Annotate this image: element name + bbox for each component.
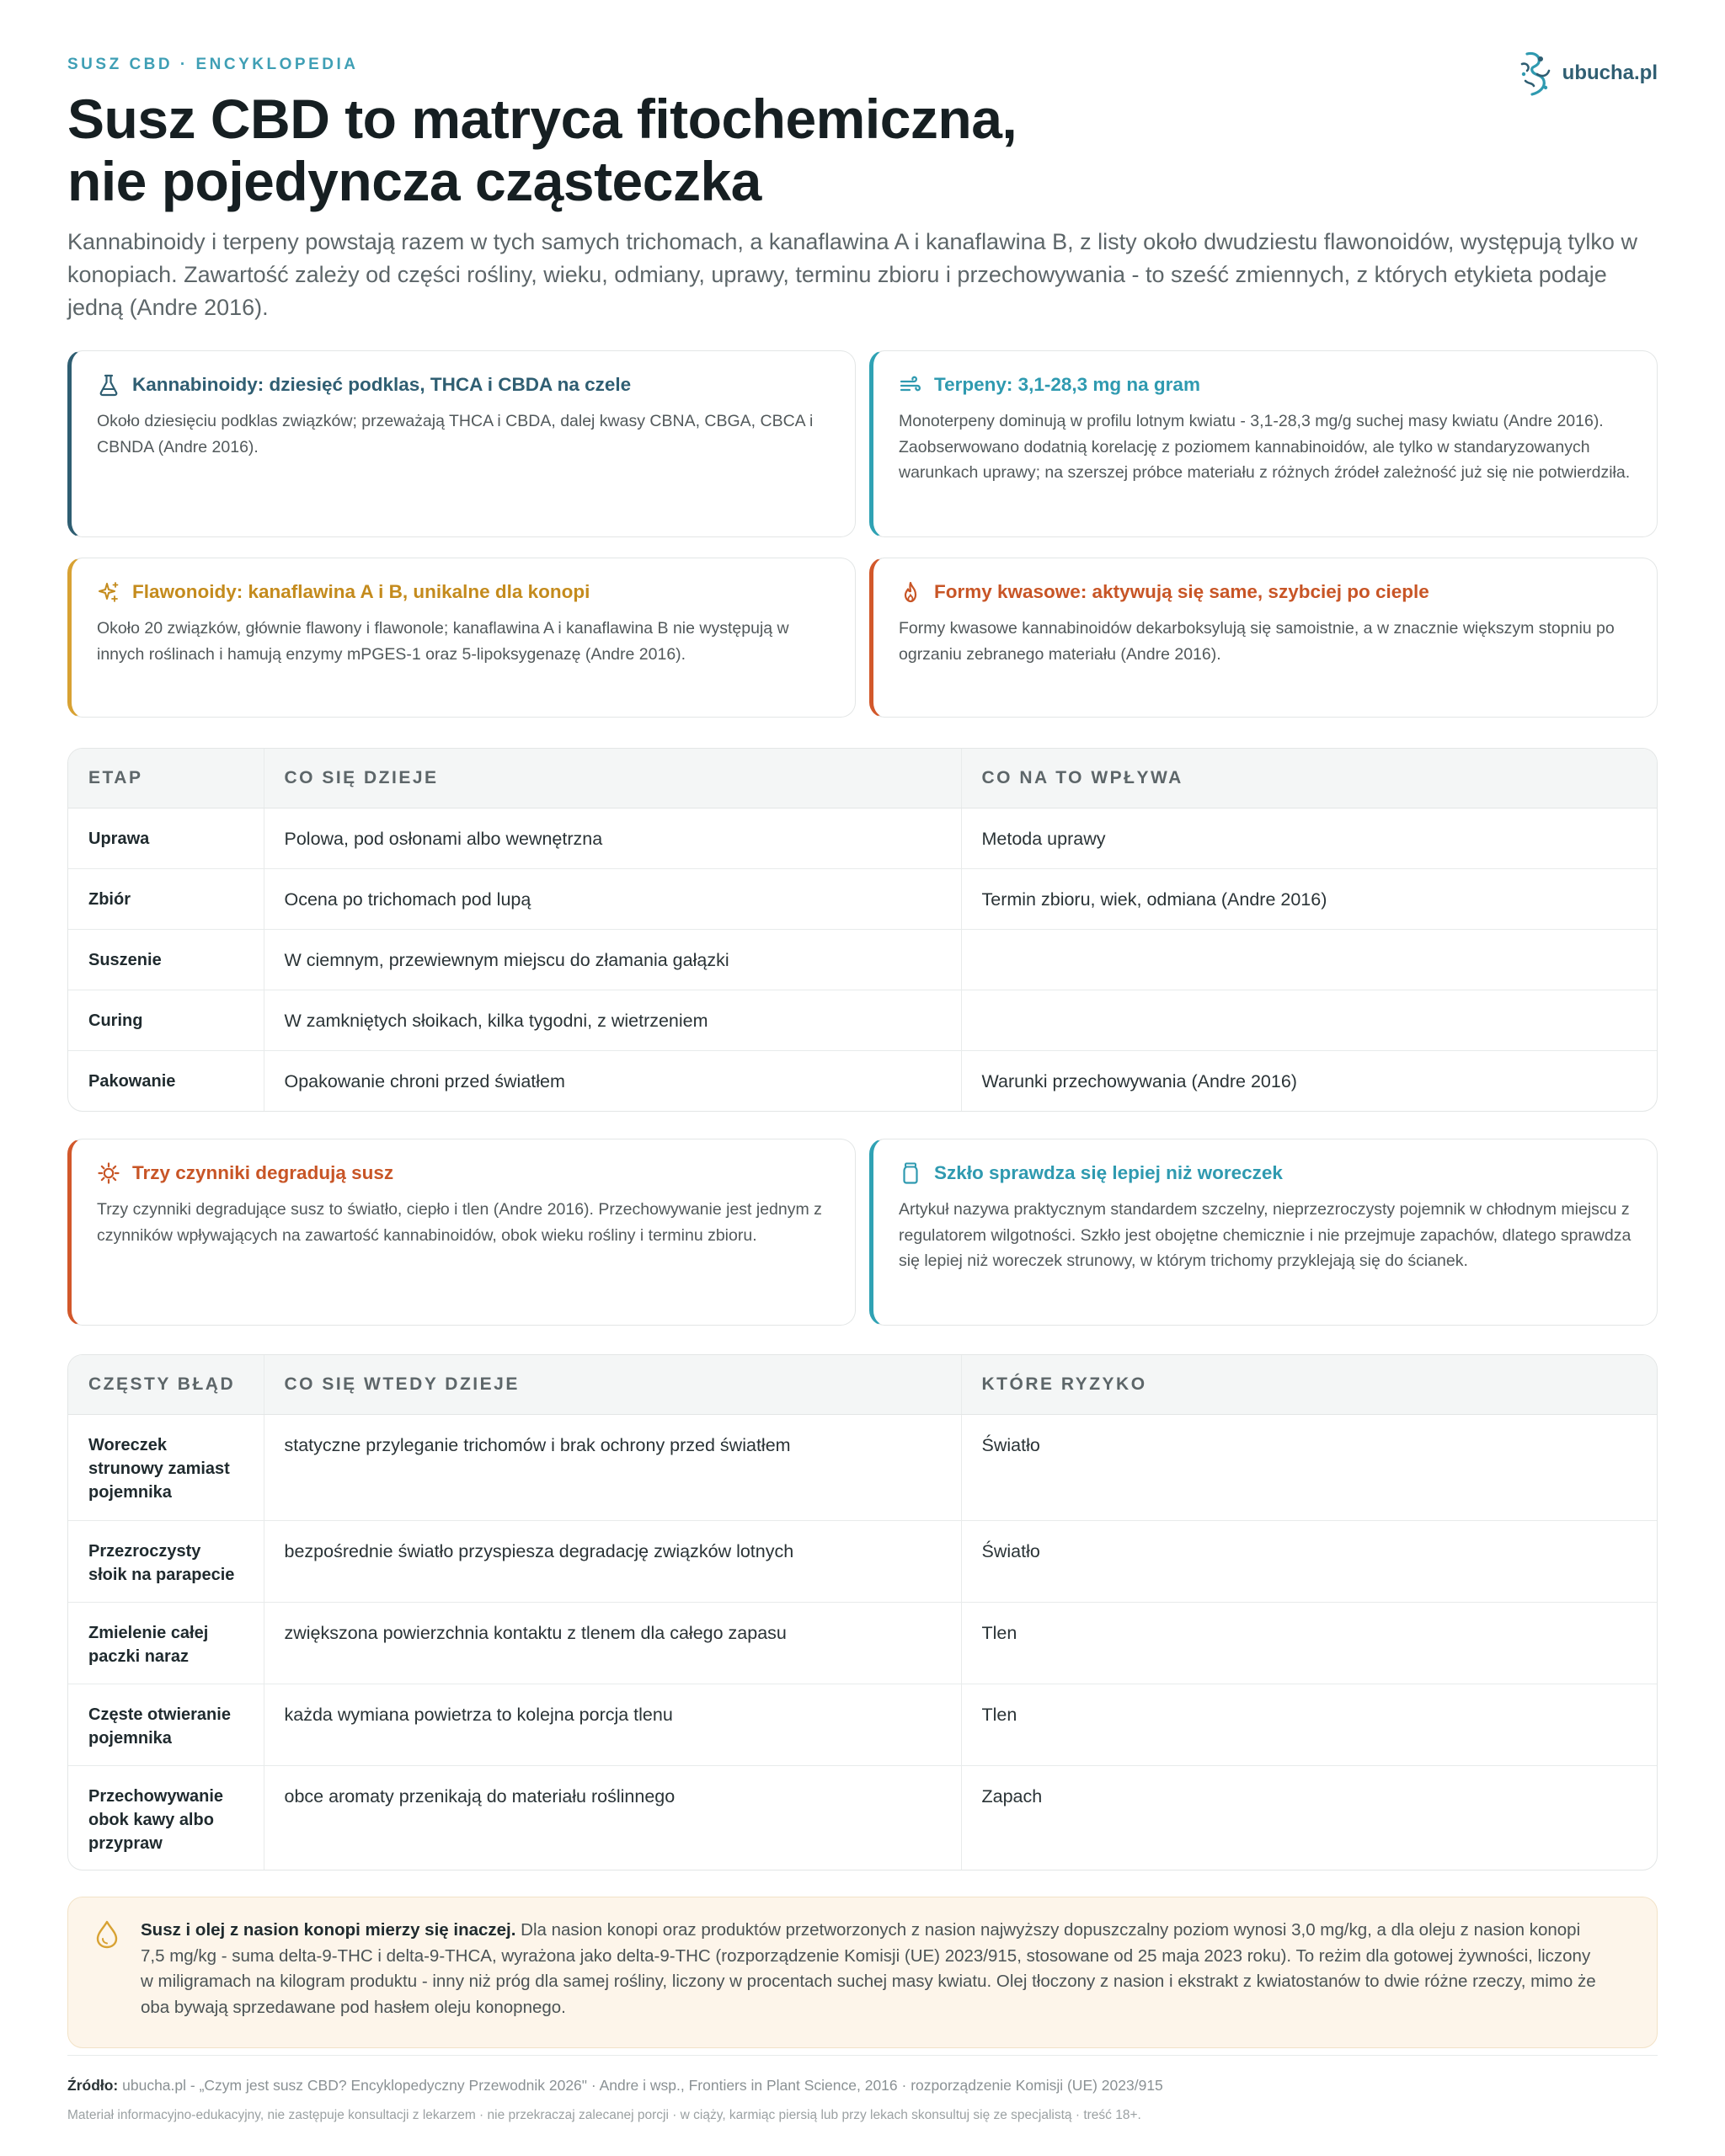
row-key: Przechowywanie obok kawy albo przypraw bbox=[68, 1765, 264, 1870]
table-cell: Polowa, pod osłonami albo wewnętrzna bbox=[264, 808, 961, 868]
card-body: Około 20 związków, głównie flawony i flawonole; kanaflawina A i kanaflawina B nie występują w innych roślinach i hamują enzymy mPGES-1 oraz 5-lipoksygenazę (Andre 2016). bbox=[97, 619, 789, 664]
title-line-2: nie pojedyncza cząsteczka bbox=[67, 150, 761, 212]
source-line bbox=[67, 2077, 1163, 2095]
sparkle-icon bbox=[97, 580, 120, 604]
card-cannabinoids bbox=[67, 350, 856, 537]
brand-mark-icon bbox=[1515, 49, 1554, 98]
table-cell: Zapach bbox=[961, 1765, 1658, 1870]
column-header: CO SIĘ WTEDY DZIEJE bbox=[264, 1355, 961, 1414]
table-row bbox=[68, 1520, 1658, 1602]
table-cell: bezpośrednie światło przyspiesza degradację związków lotnych bbox=[264, 1520, 961, 1602]
row-key: Częste otwieranie pojemnika bbox=[68, 1684, 264, 1765]
card-terpenes bbox=[869, 350, 1658, 537]
row-key: Przezroczysty słoik na parapecie bbox=[68, 1520, 264, 1602]
row-key: Zmielenie całej paczki naraz bbox=[68, 1602, 264, 1684]
table-cell: zwiększona powierzchnia kontaktu z tlenem dla całego zapasu bbox=[264, 1602, 961, 1684]
table-cell: Ocena po trichomach pod lupą bbox=[264, 868, 961, 929]
title-line-1: Susz CBD to matryca fitochemiczna, bbox=[67, 88, 1017, 150]
table-row bbox=[68, 1684, 1658, 1765]
card-title: Formy kwasowe: aktywują się same, szybciej po cieple bbox=[934, 581, 1429, 602]
column-header: ETAP bbox=[68, 749, 264, 808]
kicker: SUSZ CBD · ENCYKLOPEDIA bbox=[67, 56, 359, 73]
table-cell bbox=[961, 990, 1658, 1050]
table-cell bbox=[961, 929, 1658, 990]
table-row bbox=[68, 1765, 1658, 1870]
footer-divider bbox=[67, 2055, 1658, 2056]
table-row bbox=[68, 1602, 1658, 1684]
page-title bbox=[67, 88, 1331, 212]
card-title: Trzy czynniki degradują susz bbox=[132, 1162, 394, 1183]
table-row bbox=[68, 1414, 1658, 1520]
card-degradation bbox=[67, 1139, 856, 1326]
card-body: Monoterpeny dominują w profilu lotnym kwiatu - 3,1-28,3 mg/g suchej masy kwiatu (Andre 2016). Zaobserwowano dodatnią korelację z poziomem kannabinoidów, ale tylko w standaryzowanych warunkach uprawy; na szerszej próbce materiału z różnych źródeł zależność już się nie potwierdziła. bbox=[899, 412, 1631, 482]
mistakes-table bbox=[67, 1354, 1658, 1870]
flame-icon bbox=[899, 580, 922, 604]
table-header-row bbox=[68, 1355, 1658, 1414]
card-title: Kannabinoidy: dziesięć podklas, THCA i CBDA na czele bbox=[132, 374, 632, 395]
table-cell: Tlen bbox=[961, 1684, 1658, 1765]
table-cell: Termin zbioru, wiek, odmiana (Andre 2016) bbox=[961, 868, 1658, 929]
row-key: Suszenie bbox=[68, 929, 264, 990]
card-body: Formy kwasowe kannabinoidów dekarboksylują się samoistnie, a w znacznie większym stopniu po ogrzaniu zebranego materiału (Andre 2016). bbox=[899, 619, 1615, 664]
source-text: ubucha.pl - „Czym jest susz CBD? Encyklopedyczny Przewodnik 2026" · Andre i wsp., Frontiers in Plant Science, 2016 · rozporządzenie Komisji (UE) 2023/915 bbox=[118, 2077, 1163, 2094]
column-header: CO NA TO WPŁYWA bbox=[961, 749, 1658, 808]
table-row bbox=[68, 1050, 1658, 1111]
column-header: KTÓRE RYZYKO bbox=[961, 1355, 1658, 1414]
row-key: Woreczek strunowy zamiast pojemnika bbox=[88, 1435, 230, 1502]
wind-icon bbox=[899, 373, 922, 397]
row-key: Uprawa bbox=[88, 829, 150, 848]
jar-icon bbox=[899, 1161, 922, 1185]
table-cell: statyczne przyleganie trichomów i brak ochrony przed światłem bbox=[264, 1414, 961, 1520]
card-body: Około dziesięciu podklas związków; przeważają THCA i CBDA, dalej kwasy CBNA, CBGA, CBCA i CBNDA (Andre 2016). bbox=[97, 412, 814, 456]
table-cell: W zamkniętych słoikach, kilka tygodni, z wietrzeniem bbox=[264, 990, 961, 1050]
card-title: Flawonoidy: kanaflawina A i B, unikalne dla konopi bbox=[132, 581, 590, 602]
table-cell: Opakowanie chroni przed światłem bbox=[264, 1050, 961, 1111]
lead-paragraph: Kannabinoidy i terpeny powstają razem w tych samych trichomach, a kanaflawina A i kanaflawina B, z listy około dwudziestu flawonoidów, występują tylko w konopiach. Zawartość zależy od części rośliny, wieku, odmiany, uprawy, terminu zbioru i przechowywania - to sześć zmiennych, z których etykieta podaje jedną (Andre 2016). bbox=[67, 229, 1637, 320]
row-key: Curing bbox=[68, 990, 264, 1050]
table-cell: W ciemnym, przewiewnym miejscu do złamania gałązki bbox=[264, 929, 961, 990]
card-title: Szkło sprawdza się lepiej niż woreczek bbox=[934, 1162, 1283, 1183]
table-cell: Tlen bbox=[961, 1602, 1658, 1684]
table-cell: obce aromaty przenikają do materiału roślinnego bbox=[264, 1765, 961, 1870]
card-flavonoids bbox=[67, 558, 856, 718]
table-cell: każda wymiana powietrza to kolejna porcja tlenu bbox=[264, 1684, 961, 1765]
table-cell: Warunki przechowywania (Andre 2016) bbox=[961, 1050, 1658, 1111]
table-row bbox=[68, 808, 1658, 868]
table-row bbox=[68, 868, 1658, 929]
disclaimer: Materiał informacyjno-edukacyjny, nie zastępuje konsultacji z lekarzem · nie przekraczaj zalecanej porcji · w ciąży, karmiąc piersią lub przy lekach skonsultuj się ze specjalistą · treść 18+. bbox=[67, 2108, 1141, 2122]
table-row bbox=[68, 990, 1658, 1050]
process-table bbox=[67, 748, 1658, 1112]
table-row bbox=[68, 929, 1658, 990]
note-lead: Susz i olej z nasion konopi mierzy się inaczej. bbox=[141, 1920, 516, 1940]
table-header-row bbox=[68, 749, 1658, 808]
row-key: Zbiór bbox=[68, 868, 264, 929]
source-label: Źródło: bbox=[67, 2077, 119, 2094]
table-cell: Metoda uprawy bbox=[961, 808, 1658, 868]
note-text: Dla nasion konopi oraz produktów przetworzonych z nasion najwyższy dopuszczalny poziom wynosi 3,0 mg/kg, a dla oleju z nasion konopi 7,5 mg/kg - suma delta-9-THC i delta-9-THCA, wyrażona jako delta-9-THC (rozporządzenie Komisji (UE) 2023/915, stosowane od 25 maja 2023 roku). To reżim dla gotowej żywności, liczony w miligramach na kilogram produktu - inny niż próg dla samej rośliny, liczony w procentach suchej masy kwiatu. Olej tłoczony z nasion i ekstrakt z kwiatostanów to dwie różne rzeczy, mimo że oba bywają sprzedawane pod hasłem oleju konopnego. bbox=[141, 1920, 1596, 2017]
table-cell: Światło bbox=[961, 1520, 1658, 1602]
sun-icon bbox=[97, 1161, 120, 1185]
drop-icon bbox=[93, 1919, 120, 1950]
card-acid-forms bbox=[869, 558, 1658, 718]
table-cell: Światło bbox=[961, 1414, 1658, 1520]
card-title: Terpeny: 3,1-28,3 mg na gram bbox=[934, 374, 1200, 395]
card-body: Trzy czynniki degradujące susz to światło, ciepło i tlen (Andre 2016). Przechowywanie jest jednym z czynników wpływających na zawartość kannabinoidów, obok wieku rośliny i terminu zbioru. bbox=[97, 1200, 822, 1245]
card-body: Artykuł nazywa praktycznym standardem szczelny, nieprzezroczysty pojemnik w chłodnym miejscu z regulatorem wilgotności. Szkło jest obojętne chemicznie i nie przejmuje zapachów, dlatego sprawdza się lepiej niż woreczek strunowy, w którym trichomy przyklejają się do ścianek. bbox=[899, 1200, 1632, 1270]
card-glass-storage bbox=[869, 1139, 1658, 1326]
column-header: CZĘSTY BŁĄD bbox=[68, 1355, 264, 1414]
brand-logo[interactable] bbox=[1515, 49, 1658, 98]
column-header: CO SIĘ DZIEJE bbox=[264, 749, 961, 808]
row-key: Pakowanie bbox=[68, 1050, 264, 1111]
flask-icon bbox=[97, 373, 120, 397]
hemp-seed-note bbox=[67, 1897, 1658, 2048]
brand-name: ubucha.pl bbox=[1562, 61, 1658, 84]
